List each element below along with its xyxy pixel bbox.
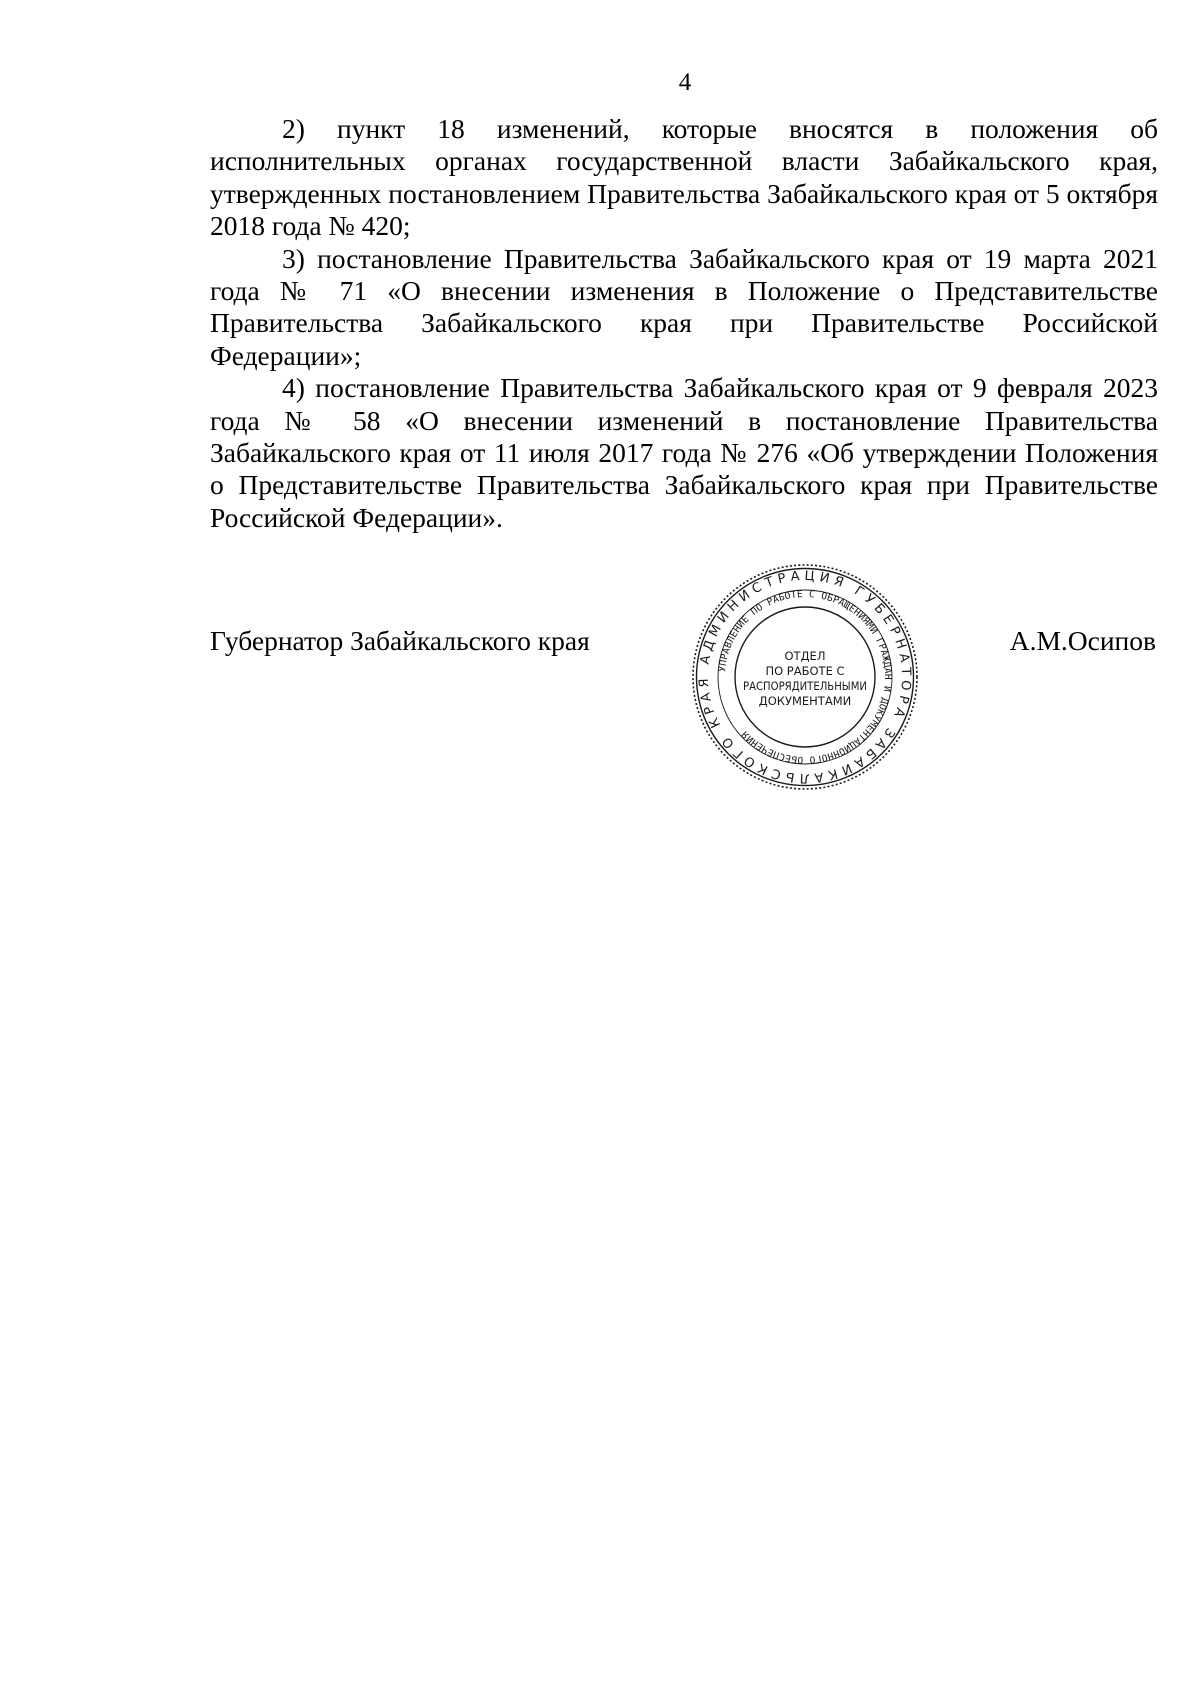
official-stamp xyxy=(690,562,920,792)
paragraph-item-3: 3) постановление Правительства Забайкальского края от 19 марта 2021 года № 71 «О внесении изменения в Положение о Представительстве Правительства Забайкальского края при Правительстве Российской Федерации»; xyxy=(210,242,1158,371)
signatory-name: А.М.Осипов xyxy=(1009,625,1156,656)
stamp-seal-graphic xyxy=(690,562,920,792)
paragraph-item-2: 2) пункт 18 изменений, которые вносятся в положения об исполнительных органах государственной власти Забайкальского края, утвержденных постановлением Правительства Забайкальского края от 5 октября 2018 года № 420; xyxy=(210,113,1158,242)
stamp-center-line-1: ОТДЕЛ xyxy=(784,649,826,663)
page-number: 4 xyxy=(678,69,692,96)
signatory-position: Губернатор Забайкальского края xyxy=(210,625,590,656)
paragraph-item-4: 4) постановление Правительства Забайкальского края от 9 февраля 2023 года № 58 «О внесении изменений в постановление Правительства Забайкальского края от 11 июля 2017 года № 276 «Об утверждении Положения о Представительстве Правительства Забайкальского края при Правительстве Российской Федерации». xyxy=(210,372,1158,533)
stamp-outer-ring-path: АДМИНИСТРАЦИЯ ГУБЕРНАТОРА ЗАБАЙКАЛЬСКОГО КРАЯ xyxy=(696,568,914,786)
signature-block xyxy=(210,624,1158,664)
document-body xyxy=(210,113,1158,534)
stamp-center-line-4: ДОКУМЕНТАМИ xyxy=(758,694,852,708)
stamp-center-line-3: РАСПОРЯДИТЕЛЬНЫМИ xyxy=(743,679,867,693)
stamp-center-line-2: ПО РАБОТЕ С xyxy=(765,664,845,678)
stamp-inner-ring-path: УПРАВЛЕНИЕ ПО РАБОТЕ С ОБРАЩЕНИЯМИ ГРАЖДАН И ДОКУМЕНТАЦИОННОГО ОБЕСПЕЧЕНИЯ xyxy=(717,588,894,766)
